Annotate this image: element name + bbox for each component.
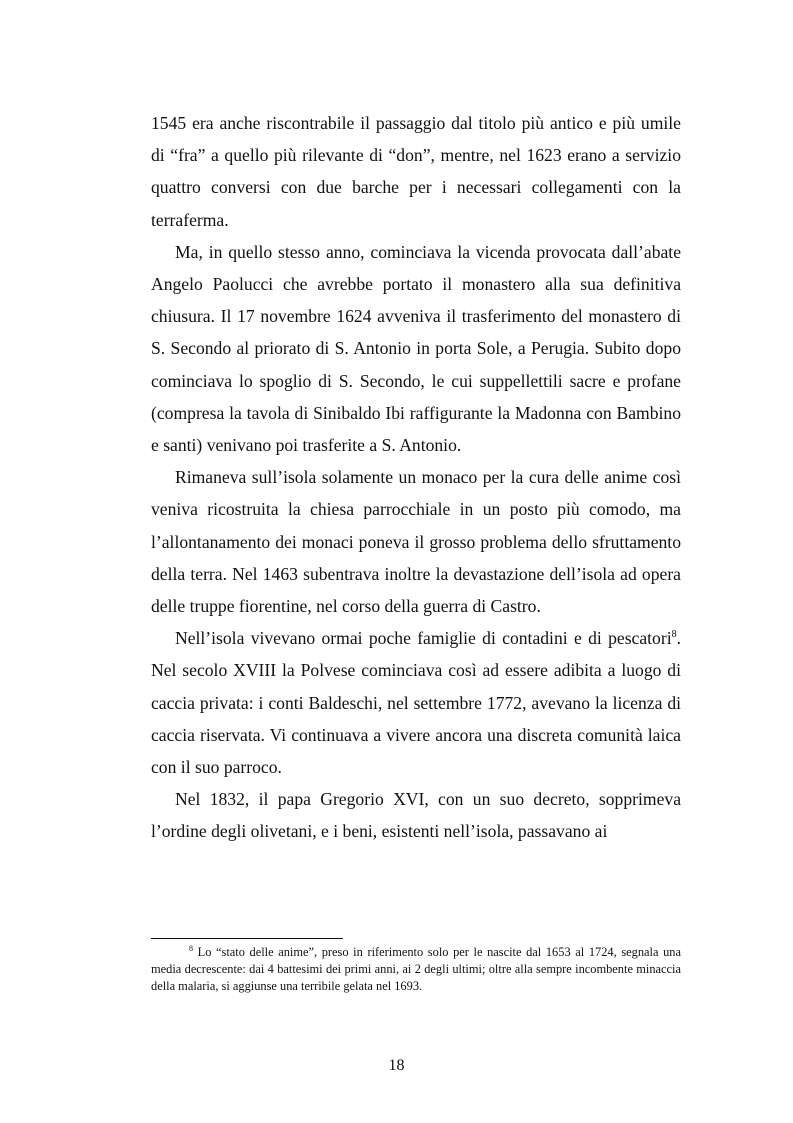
- paragraph-1: 1545 era anche riscontrabile il passaggio dal titolo più antico e più umile di “fra” a quello più rilevante di “don”, mentre, nel 1623 erano a servizio quattro conversi con due barche per i necessari collegamenti con la terraferma.: [151, 113, 681, 230]
- paragraph-4: [151, 622, 681, 783]
- footnote-reference: 8: [671, 629, 677, 641]
- paragraph-4-end: . Nel secolo XVIII la Polvese cominciava così ad essere adibita a luogo di caccia privata: i conti Baldeschi, nel settembre 1772, avevano la licenza di caccia riservata. Vi continuava a vivere ancora una discreta comunità laica con il suo parroco.: [151, 628, 681, 778]
- footnote-separator: [151, 938, 343, 939]
- paragraph-2: Ma, in quello stesso anno, cominciava la vicenda provocata dall’abate Angelo Paolucci che avrebbe portato il monastero alla sua definitiva chiusura. Il 17 novembre 1624 avveniva il trasferimento del monastero di S. Secondo al priorato di S. Antonio in porta Sole, a Perugia. Subito dopo cominciava lo spoglio di S. Secondo, le cui suppellettili sacre e profane (compresa la tavola di Sinibaldo Ibi raffigurante la Madonna con Bambino e santi) venivano poi trasferite a S. Antonio.: [151, 241, 681, 456]
- footnote: [151, 944, 681, 994]
- paragraph-4-start: Nell’isola vivevano ormai poche famiglie di contadini e di pescatori: [175, 628, 672, 649]
- paragraph-5: Nel 1832, il papa Gregorio XVI, con un suo decreto, sopprimeva l’ordine degli olivetani, e i beni, esistenti nell’isola, passavano ai: [151, 789, 681, 842]
- footnote-text: Lo “stato delle anime”, preso in riferimento solo per le nascite dal 1653 al 1724, segnala una media decrescente: dai 4 battesimi dei primi anni, ai 2 degli ultimi; oltre alla sempre incombente minaccia della malaria, si aggiunse una terribile gelata nel 1693.: [151, 945, 681, 993]
- footnote-marker: 8: [189, 943, 193, 953]
- body-text: [151, 107, 681, 848]
- page-number: 18: [388, 1057, 405, 1074]
- paragraph-3: Rimaneva sull’isola solamente un monaco per la cura delle anime così veniva ricostruita la chiesa parrocchiale in un posto più comodo, ma l’allontanamento dei monaci poneva il grosso problema dello sfruttamento della terra. Nel 1463 subentrava inoltre la devastazione dell’isola ad opera delle truppe fiorentine, nel corso della guerra di Castro.: [151, 467, 681, 617]
